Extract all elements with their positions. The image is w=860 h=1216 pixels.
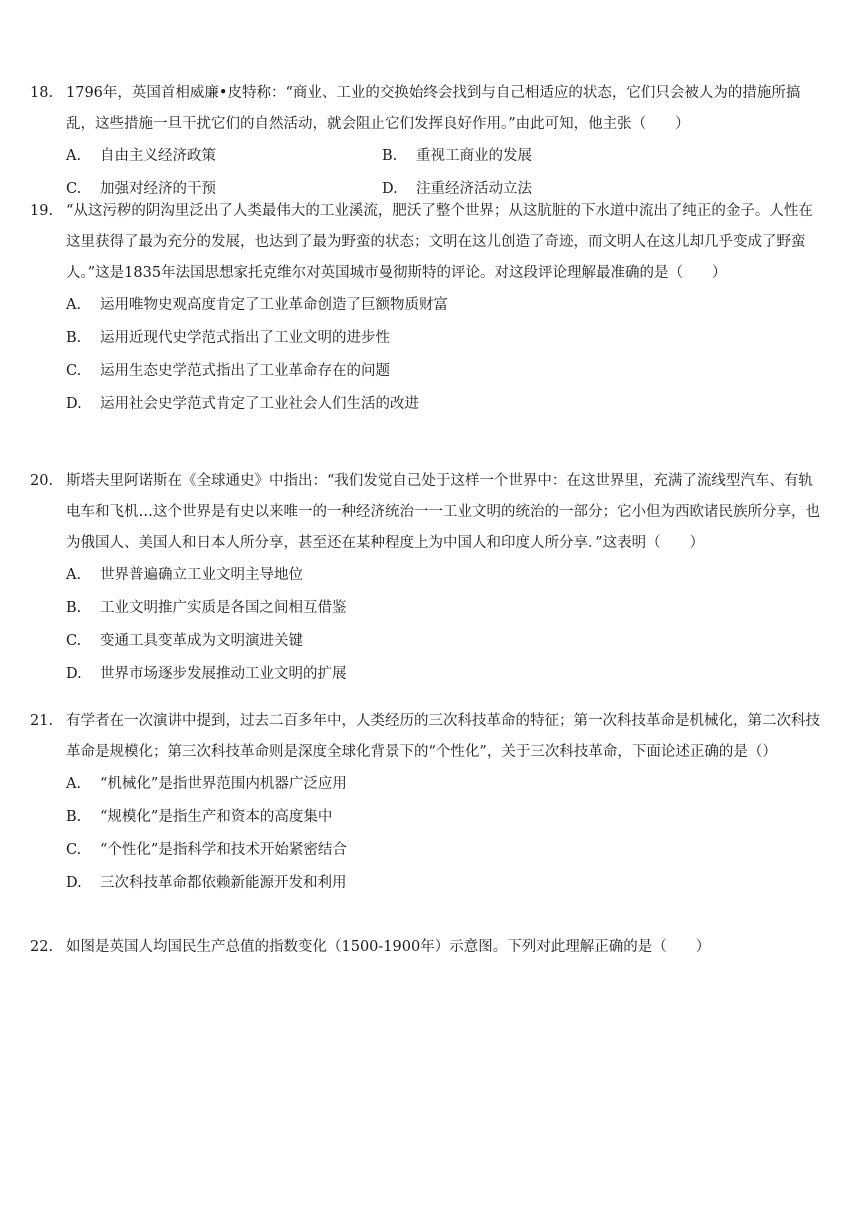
question-number: 21. xyxy=(30,713,54,729)
options xyxy=(30,559,820,691)
option-letter: A. xyxy=(66,148,82,164)
question-number: 18. xyxy=(30,85,54,101)
option-a[interactable] xyxy=(66,140,382,173)
option-d[interactable] xyxy=(66,867,347,900)
option-b[interactable] xyxy=(382,140,698,173)
option-letter: A. xyxy=(66,297,82,313)
option-letter: B. xyxy=(382,148,398,164)
option-letter: C. xyxy=(66,181,82,197)
option-text: 运用社会史学范式肯定了工业社会人们生活的改进 xyxy=(100,396,419,412)
option-text: 重视工商业的发展 xyxy=(416,148,532,164)
option-text: 变通工具变革成为文明演进关键 xyxy=(100,633,303,649)
option-letter: C. xyxy=(66,363,82,379)
option-letter: C. xyxy=(66,633,82,649)
option-text: “机械化”是指世界范围内机器广泛应用 xyxy=(100,776,347,792)
option-text: 自由主义经济政策 xyxy=(100,148,216,164)
option-text: 运用唯物史观高度肯定了工业革命创造了巨额物质财富 xyxy=(100,297,448,313)
question-stem xyxy=(30,932,820,963)
option-b[interactable] xyxy=(66,322,390,355)
option-letter: D. xyxy=(382,181,398,197)
option-a[interactable] xyxy=(66,289,448,322)
question-21 xyxy=(30,706,820,900)
option-letter: B. xyxy=(66,330,82,346)
option-text: 加强对经济的干预 xyxy=(100,181,216,197)
option-letter: B. xyxy=(66,600,82,616)
question-stem xyxy=(30,466,820,559)
option-text: 运用生态史学范式指出了工业革命存在的问题 xyxy=(100,363,390,379)
option-c[interactable] xyxy=(66,834,347,867)
question-text: “从这污秽的阴沟里泛出了人类最伟大的工业溪流，肥沃了整个世界；从这肮脏的下水道中流出了纯正的金子。人性在这里获得了最为充分的发展，也达到了最为野蛮的状态；文明在这儿创造了奇迹，而文明人在这儿却几乎变成了野蛮人。”这是1835年法国思想家托克维尔对英国城市曼彻斯特的评论。对这段评论理解最准确的是（ ） xyxy=(66,203,813,281)
option-text: 世界普遍确立工业文明主导地位 xyxy=(100,567,303,583)
question-text: 如图是英国人均国民生产总值的指数变化（1500-1900年）示意图。下列对此理解正确的是（ ） xyxy=(66,939,711,955)
question-stem xyxy=(30,706,820,768)
question-18 xyxy=(30,78,820,206)
option-d[interactable] xyxy=(66,388,419,421)
option-text: 世界市场逐步发展推动工业文明的扩展 xyxy=(100,666,347,682)
question-number: 22. xyxy=(30,939,54,955)
options xyxy=(30,768,820,900)
question-number: 19. xyxy=(30,203,54,219)
option-text: 注重经济活动立法 xyxy=(416,181,532,197)
question-22 xyxy=(30,932,820,963)
option-text: “规模化”是指生产和资本的高度集中 xyxy=(100,809,333,825)
option-a[interactable] xyxy=(66,559,303,592)
option-letter: A. xyxy=(66,567,82,583)
question-text: 有学者在一次演讲中提到，过去二百多年中，人类经历的三次科技革命的特征；第一次科技革命是机械化，第二次科技革命是规模化；第三次科技革命则是深度全球化背景下的“个性化”，关于三次科技革命，下面论述正确的是（） xyxy=(66,713,820,760)
options xyxy=(30,289,820,421)
question-stem xyxy=(30,196,820,289)
option-text: 运用近现代史学范式指出了工业文明的进步性 xyxy=(100,330,390,346)
option-letter: D. xyxy=(66,666,82,682)
option-text: “个性化”是指科学和技术开始紧密结合 xyxy=(100,842,347,858)
option-letter: D. xyxy=(66,396,82,412)
option-c[interactable] xyxy=(66,625,303,658)
option-b[interactable] xyxy=(66,592,347,625)
option-b[interactable] xyxy=(66,801,332,834)
question-text: 斯塔夫里阿诺斯在《全球通史》中指出：“我们发觉自己处于这样一个世界中：在这世界里，充满了流线型汽车、有轨电车和飞机…这个世界是有史以来唯一的一种经济统治一一工业文明的统治的一部分；它小但为西欧诸民族所分享，也为俄国人、美国人和日本人所分享，甚至还在某种程度上为中国人和印度人所分享．”这表明（ ） xyxy=(66,473,820,551)
option-letter: D. xyxy=(66,875,82,891)
option-letter: A. xyxy=(66,776,82,792)
option-text: 三次科技革命都依赖新能源开发和利用 xyxy=(100,875,347,891)
option-c[interactable] xyxy=(66,355,390,388)
option-letter: B. xyxy=(66,809,82,825)
question-20 xyxy=(30,466,820,691)
option-d[interactable] xyxy=(66,658,347,691)
option-a[interactable] xyxy=(66,768,347,801)
option-text: 工业文明推广实质是各国之间相互借鉴 xyxy=(100,600,347,616)
question-number: 20. xyxy=(30,473,54,489)
question-19 xyxy=(30,196,820,421)
option-letter: C. xyxy=(66,842,82,858)
question-text: 1796年，英国首相威廉•皮特称：“商业、工业的交换始终会找到与自己相适应的状态，它们只会被人为的措施所搞乱，这些措施一旦干扰它们的自然活动，就会阻止它们发挥良好作用。”由此可知，他主张（ ） xyxy=(66,85,801,132)
question-stem xyxy=(30,78,820,140)
